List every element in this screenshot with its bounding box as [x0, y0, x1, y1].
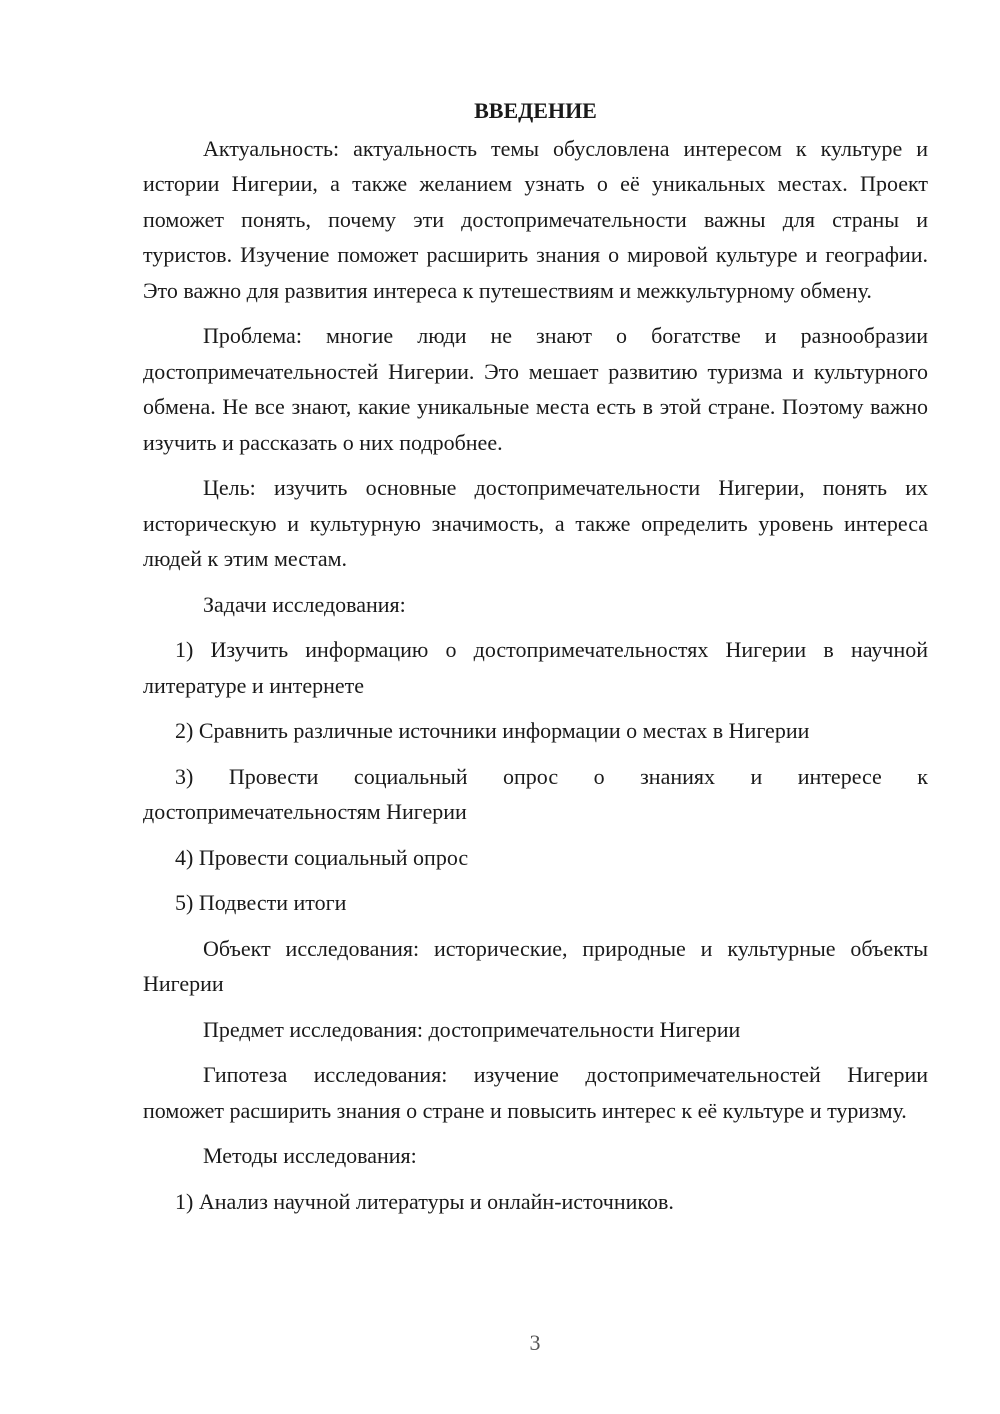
task-item: 4) Провести социальный опрос: [175, 844, 469, 870]
relevance-paragraph: Актуальность: актуальность темы обусловлена интересом к культуре и истории Нигерии, а также желанием узнать о её уникальных местах. Проект поможет понять, почему эти достопримечательности важны для страны и туристов. Изучение поможет расширить знания о мировой культуре и географии. Это важно для развития интереса к путешествиям и межкультурному обмену.: [143, 135, 928, 303]
problem-paragraph: Проблема: многие люди не знают о богатстве и разнообразии достопримечательностей Нигерии. Это мешает развитию туризма и культурного обмена. Не все знают, какие уникальные места есть в этой стране. Поэтому важно изучить и рассказать о них подробнее.: [143, 323, 928, 455]
page-number: 3: [529, 1330, 541, 1355]
goal-paragraph: Цель: изучить основные достопримечательности Нигерии, понять их историческую и культурную значимость, а также определить уровень интереса людей к этим местам.: [143, 475, 928, 571]
document-page: [143, 93, 928, 1219]
page-title: ВВЕДЕНИЕ: [474, 98, 597, 123]
task-item: 5) Подвести итоги: [175, 890, 347, 915]
object-paragraph: Объект исследования: исторические, природные и культурные объекты Нигерии: [143, 935, 928, 996]
methods-heading: Методы исследования:: [203, 1143, 417, 1168]
task-item: 3) Провести социальный опрос о знаниях и интересе к достопримечательностям Нигерии: [143, 763, 928, 824]
hypothesis-paragraph: Гипотеза исследования: изучение достопримечательностей Нигерии поможет расширить знания о стране и повысить интерес к её культуре и туризму.: [143, 1062, 928, 1123]
method-item: 1) Анализ научной литературы и онлайн-источников.: [175, 1188, 674, 1214]
tasks-heading: Задачи исследования:: [203, 591, 406, 617]
task-item: 2) Сравнить различные источники информации о местах в Нигерии: [175, 718, 810, 743]
subject-paragraph: Предмет исследования: достопримечательности Нигерии: [203, 1016, 741, 1042]
task-item: 1) Изучить информацию о достопримечательностях Нигерии в научной литературе и интернете: [143, 637, 928, 698]
